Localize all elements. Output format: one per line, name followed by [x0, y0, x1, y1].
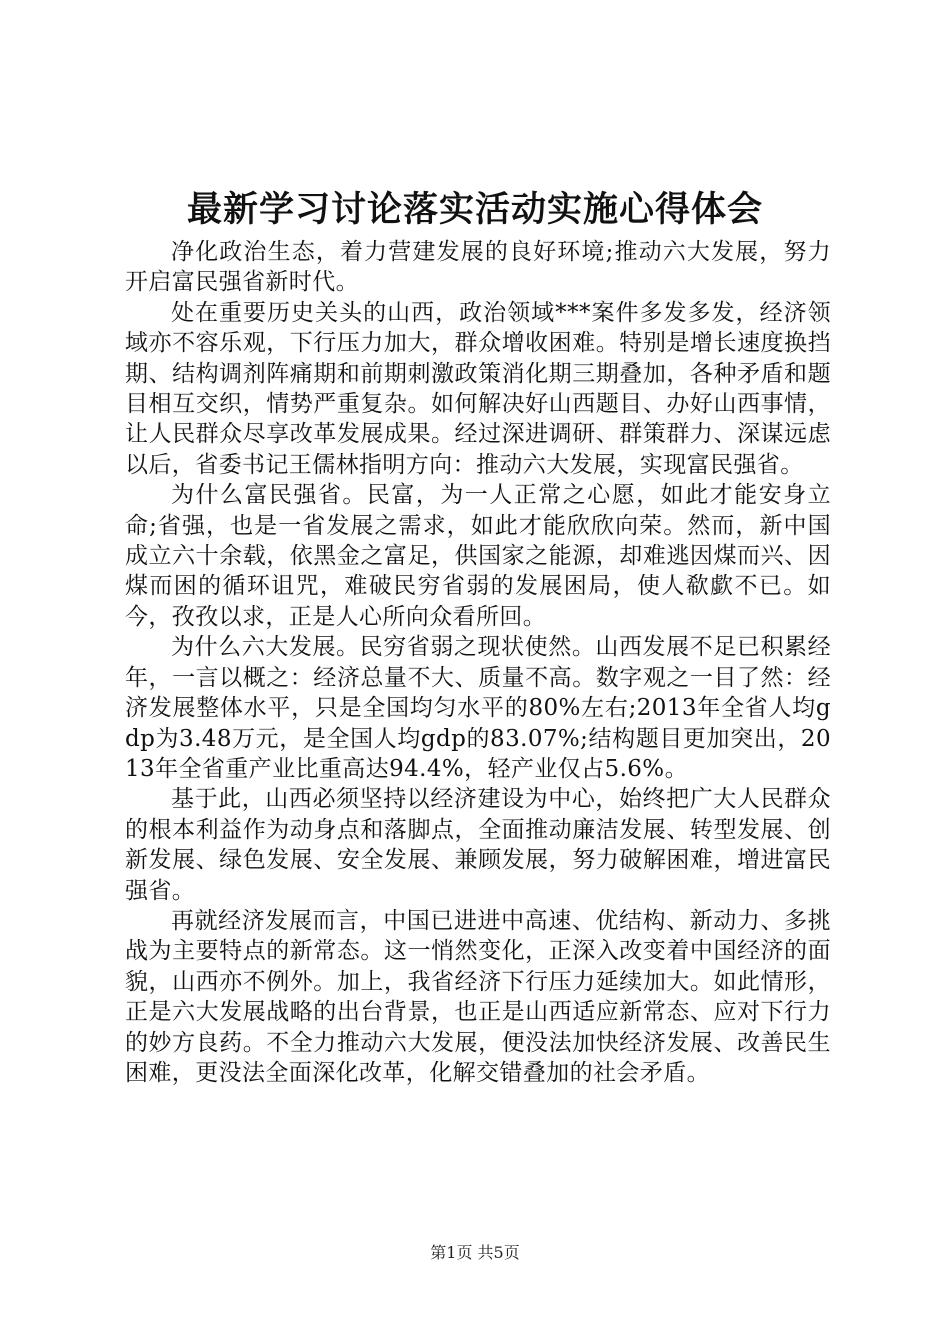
- paragraph: 基于此，山西必须坚持以经济建设为中心，始终把广大人民群众的根本利益作为动身点和落脚点，全面推动廉洁发展、转型发展、创新发展、绿色发展、安全发展、兼顾发展，努力破解困难，增进富民强省。: [125, 786, 831, 904]
- paragraph: 为什么六大发展。民穷省弱之现状使然。山西发展不足已积累经年，一言以概之：经济总量不大、质量不高。数字观之一目了然：经济发展整体水平，只是全国均匀水平的80%左右;2013年全省人均gdp为3.48万元，是全国人均gdp的83.07%;结构题目更加突出，2013年全省重产业比重高达94.4%，轻产业仅占5.6%。: [125, 634, 831, 782]
- paragraph: 再就经济发展而言，中国已进进中高速、优结构、新动力、多挑战为主要特点的新常态。这一悄然变化，正深入改变着中国经济的面貌，山西亦不例外。加上，我省经济下行压力延续加大。如此情形，正是六大发展战略的出台背景，也正是山西适应新常态、应对下行力的妙方良药。不全力推动六大发展，便没法加快经济发展、改善民生困难，更没法全面深化改革，化解交错叠加的社会矛盾。: [125, 907, 831, 1086]
- page-footer: [0, 1243, 950, 1263]
- paragraph: 净化政治生态，着力营建发展的良好环境;推动六大发展，努力开启富民强省新时代。: [125, 239, 831, 296]
- page-number-indicator: 第1页 共5页: [430, 1243, 520, 1262]
- document-body: [125, 237, 831, 1088]
- document-title: 最新学习讨论落实活动实施心得体会: [186, 189, 763, 230]
- paragraph: 为什么富民强省。民富，为一人正常之心愿，如此才能安身立命;省强，也是一省发展之需求，如此才能欣欣向荣。然而，新中国成立六十余载，依黑金之富足，供国家之能源，却难逃因煤而兴、因煤而困的循环诅咒，难破民穷省弱的发展困局，使人欷歔不已。如今，孜孜以求，正是人心所向众看所回。: [125, 482, 831, 630]
- paragraph: 处在重要历史关头的山西，政治领域***案件多发多发，经济领域亦不容乐观，下行压力加大，群众增收困难。特别是增长速度换挡期、结构调剂阵痛期和前期刺激政策消化期三期叠加，各种矛盾和题目相互交织，情势严重复杂。如何解决好山西题目、办好山西事情，让人民群众尽享改革发展成果。经过深进调研、群策群力、深谋远虑以后，省委书记王儒林指明方向：推动六大发展，实现富民强省。: [125, 299, 831, 478]
